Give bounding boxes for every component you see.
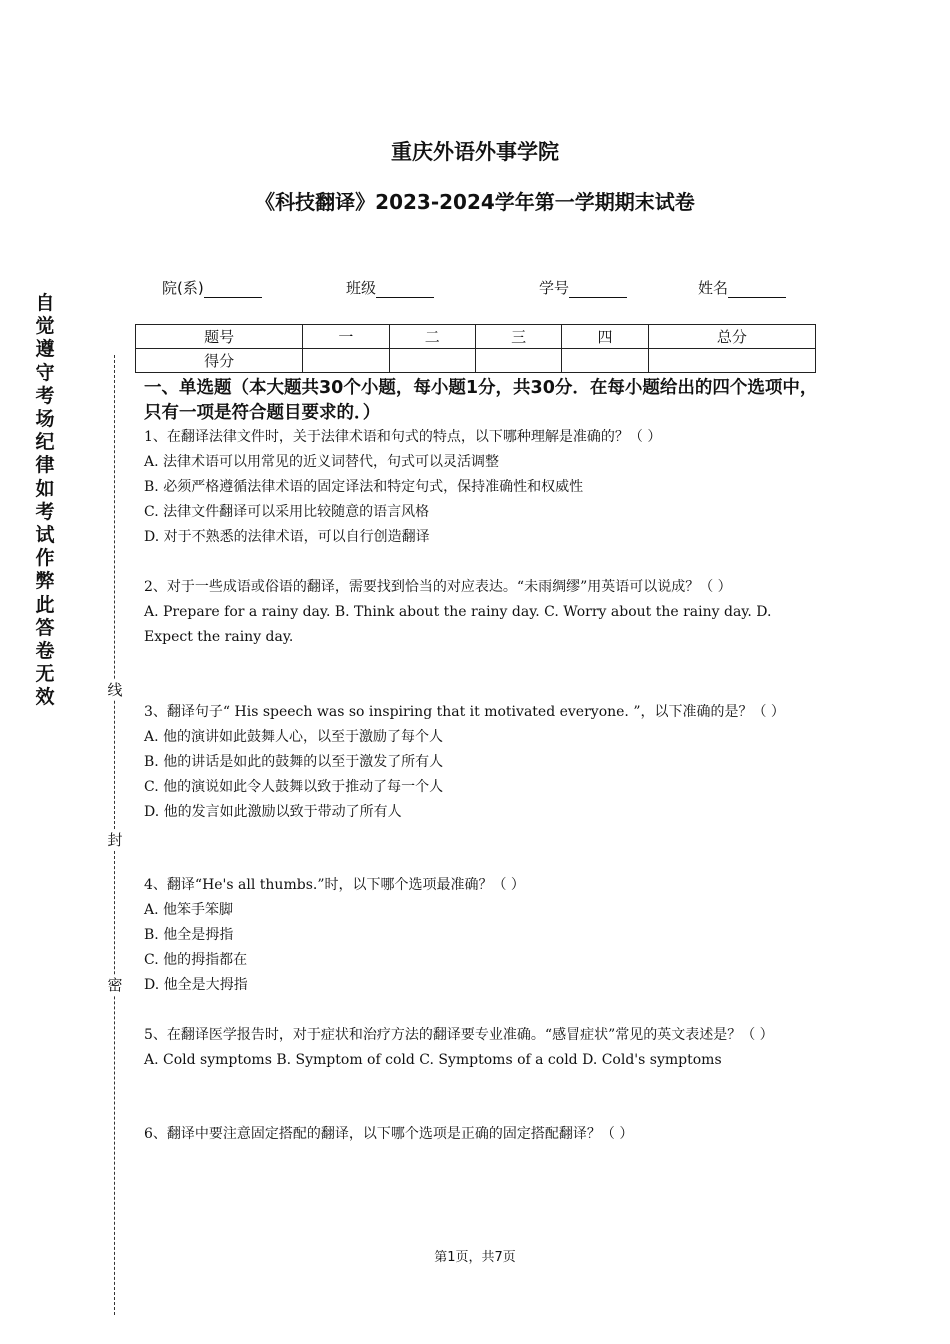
score-table xyxy=(135,324,816,373)
question-2 xyxy=(144,575,824,650)
question-6 xyxy=(144,1122,824,1147)
question-stem: 4、翻译“He's all thumbs.”时，以下哪个选项最准确？（ ） xyxy=(144,877,525,893)
score-cell[interactable] xyxy=(648,349,815,373)
question-option: A. Prepare for a rainy day. B. Think about the rainy day. C. Worry about the rainy day. D. Expect the rainy day. xyxy=(144,604,772,645)
question-option: C. 他的演说如此令人鼓舞以致于推动了每一个人 xyxy=(144,779,444,795)
score-table-header: 总分 xyxy=(648,325,815,349)
question-option: A. 法律术语可以用常见的近义词替代，句式可以灵活调整 xyxy=(144,454,500,470)
score-table-header-row xyxy=(136,325,816,349)
question-3 xyxy=(144,700,824,825)
question-option: B. 必须严格遵循法律术语的固定译法和特定句式，保持准确性和权威性 xyxy=(144,479,584,495)
question-option: D. 他全是大拇指 xyxy=(144,977,248,993)
question-stem: 2、对于一些成语或俗语的翻译，需要找到恰当的对应表达。“未雨绸缪”用英语可以说成？（ ） xyxy=(144,579,732,595)
exam-discipline-notice: 自觉遵守考场纪律如考试作弊此答卷无效 xyxy=(35,292,55,709)
score-label: 得分 xyxy=(136,349,303,373)
name-label: 姓名 xyxy=(698,279,729,297)
score-cell[interactable] xyxy=(389,349,475,373)
class-blank[interactable] xyxy=(376,281,434,298)
question-option: B. 他全是拇指 xyxy=(144,927,234,943)
score-cell[interactable] xyxy=(303,349,389,373)
question-option: A. Cold symptoms B. Symptom of cold C. Symptoms of a cold D. Cold's symptoms xyxy=(144,1052,722,1068)
student-id-label: 学号 xyxy=(539,279,570,297)
student-id-field[interactable] xyxy=(539,277,627,298)
question-option: D. 他的发言如此激励以致于带动了所有人 xyxy=(144,804,402,820)
question-stem: 1、在翻译法律文件时，关于法律术语和句式的特点，以下哪种理解是准确的？（ ） xyxy=(144,429,662,445)
department-blank[interactable] xyxy=(204,281,262,298)
score-table-header: 二 xyxy=(389,325,475,349)
seal-mark-seal: 封 xyxy=(105,830,125,850)
question-option: D. 对于不熟悉的法律术语，可以自行创造翻译 xyxy=(144,529,430,545)
department-label: 院(系) xyxy=(162,279,204,297)
question-option: A. 他笨手笨脚 xyxy=(144,902,234,918)
name-blank[interactable] xyxy=(728,281,786,298)
score-table-header: 三 xyxy=(475,325,561,349)
question-option: B. 他的讲话是如此的鼓舞的以至于激发了所有人 xyxy=(144,754,444,770)
question-option: A. 他的演讲如此鼓舞人心，以至于激励了每个人 xyxy=(144,729,444,745)
question-stem: 5、在翻译医学报告时，对于症状和治疗方法的翻译要专业准确。“感冒症状”常见的英文表述是？（ ） xyxy=(144,1027,774,1043)
score-table-score-row xyxy=(136,349,816,373)
score-table-header: 一 xyxy=(303,325,389,349)
question-stem: 6、翻译中要注意固定搭配的翻译，以下哪个选项是正确的固定搭配翻译？（ ） xyxy=(144,1126,634,1142)
question-4 xyxy=(144,873,824,998)
question-option: C. 他的拇指都在 xyxy=(144,952,248,968)
score-table-header: 题号 xyxy=(136,325,303,349)
question-stem: 3、翻译句子“ His speech was so inspiring that it motivated everyone. ”，以下准确的是？（ ） xyxy=(144,704,785,720)
question-5 xyxy=(144,1023,824,1073)
section-1-heading: 一、单选题（本大题共30个小题，每小题1分，共30分．在每小题给出的四个选项中，只有一项是符合题目要求的．） xyxy=(144,378,818,423)
name-field[interactable] xyxy=(698,277,786,298)
class-label: 班级 xyxy=(346,279,377,297)
page-number: 第1页，共7页 xyxy=(434,1250,516,1265)
seal-mark-line: 线 xyxy=(105,680,125,700)
school-name: 重庆外语外事学院 xyxy=(391,140,559,164)
question-option: C. 法律文件翻译可以采用比较随意的语言风格 xyxy=(144,504,430,520)
department-field[interactable] xyxy=(162,277,262,298)
exam-title: 《科技翻译》2023-2024学年第一学期期末试卷 xyxy=(255,190,695,214)
student-id-blank[interactable] xyxy=(569,281,627,298)
score-cell[interactable] xyxy=(475,349,561,373)
question-1 xyxy=(144,425,824,550)
score-cell[interactable] xyxy=(562,349,648,373)
seal-mark-dense: 密 xyxy=(105,975,125,995)
class-field[interactable] xyxy=(346,277,434,298)
score-table-header: 四 xyxy=(562,325,648,349)
